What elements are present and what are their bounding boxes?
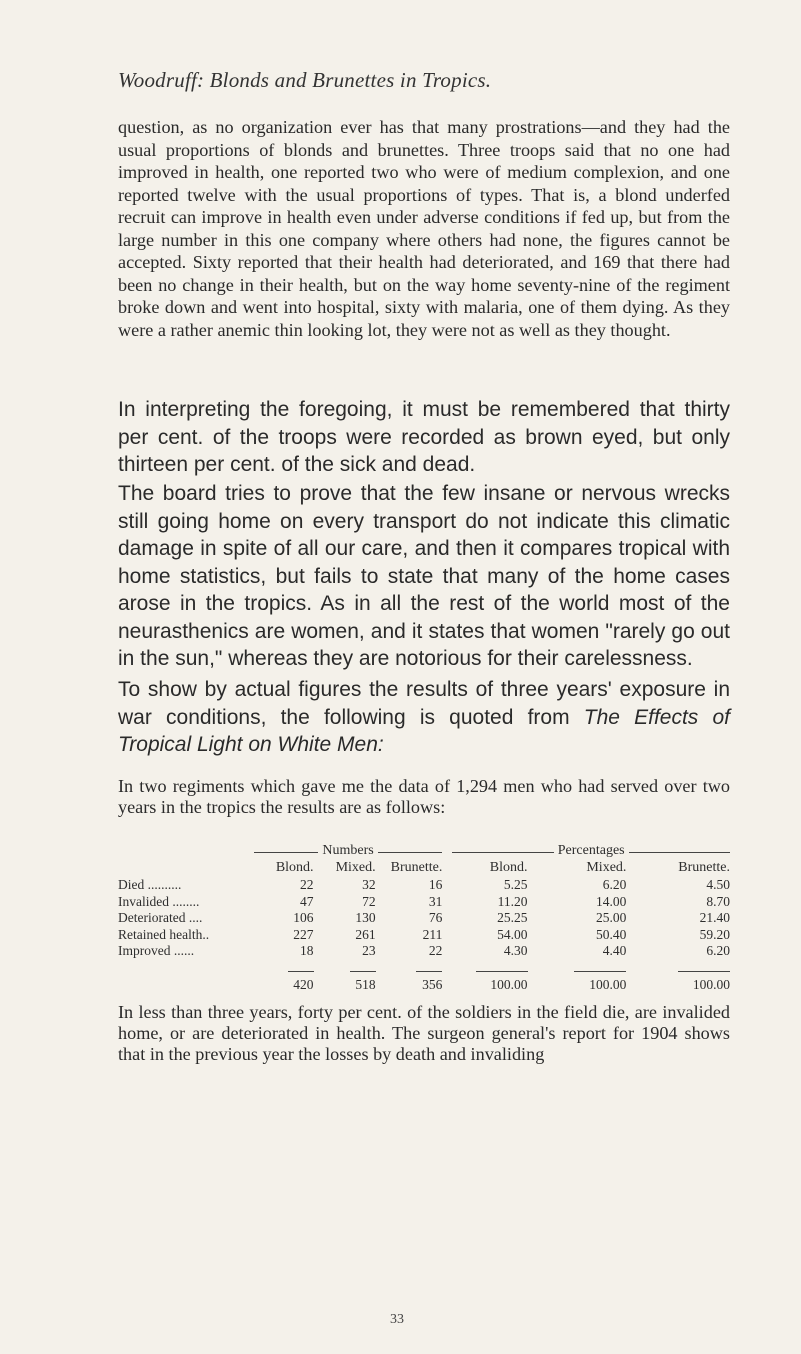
percentages-group-header: Percentages [442, 843, 730, 859]
table-row [118, 927, 730, 944]
row-label: Died .......... [118, 877, 182, 893]
running-head: Woodruff: Blonds and Brunettes in Tropics. [118, 68, 492, 92]
sum-rule [350, 971, 376, 972]
total-rule-row [118, 960, 730, 976]
table-cell: 227 [293, 926, 314, 942]
table-row [118, 894, 730, 911]
column-header: Mixed. [335, 860, 376, 875]
table-row [118, 910, 730, 927]
paragraph-3: The board tries to prove that the few insane or nervous wrecks still going home on every transport do not indicate this climatic damage in spite of all our care, and then it compares tropical with home statistics, but fails to state that many of the home cases arose in the tropics. As in all the rest of the world most of the neurasthenics are women, and it states that women "rarely go out in the sun," whereas they are notorious for their carelessness. [118, 482, 730, 670]
table-cell: 21.40 [699, 910, 730, 926]
table-cell: 31 [428, 893, 443, 909]
table-cell: 4.40 [602, 943, 627, 959]
total-cell: 100.00 [692, 976, 730, 992]
total-cell: 100.00 [589, 976, 627, 992]
table-cell: 25.25 [497, 910, 528, 926]
row-label: Retained health.. [118, 926, 210, 942]
column-header: Blond. [489, 860, 528, 875]
table-cell: 130 [355, 910, 376, 926]
column-header: Mixed. [586, 860, 627, 875]
paragraph-5: In two regiments which gave me the data of 1,294 men who had served over two years in the tropics the results are as follows: [118, 776, 730, 817]
table-cell: 106 [293, 910, 314, 926]
table-cell: 76 [428, 910, 443, 926]
table-cell: 6.20 [602, 877, 627, 893]
table-row [118, 877, 730, 894]
results-table [118, 843, 730, 994]
numbers-group-header: Numbers [254, 843, 443, 859]
table-cell: 50.40 [596, 926, 627, 942]
sum-rule [416, 971, 442, 972]
column-header: Brunette. [678, 860, 730, 875]
row-label: Improved ...... [118, 943, 195, 959]
table-cell: 8.70 [706, 893, 730, 909]
column-header: Brunette. [390, 860, 443, 875]
table-cell: 22 [300, 877, 314, 893]
table-cell: 14.00 [596, 893, 627, 909]
table-cell: 59.20 [699, 926, 730, 942]
page-number: 33 [390, 1312, 404, 1327]
paragraph-4-lead: To show by actual figures the results of three years' exposure in war conditions, the following is quoted from [118, 678, 730, 729]
sum-rule [476, 971, 528, 972]
table-cell: 16 [428, 877, 443, 893]
total-cell: 100.00 [490, 976, 528, 992]
table-cell: 6.20 [706, 943, 730, 959]
table-cell: 18 [300, 943, 314, 959]
table-cell: 23 [362, 943, 376, 959]
table-cell: 4.50 [706, 877, 730, 893]
paragraph-6: In less than three years, forty per cent. of the soldiers in the field die, are invalided home, or are deteriorated in health. The surgeon general's report for 1904 shows that in the previous year the losses by death and invaliding [118, 1002, 730, 1064]
quoted-source-title: The Effects of Tropical Light on White Men: [118, 705, 730, 756]
table-cell: 32 [362, 877, 376, 893]
table-cell: 5.25 [503, 877, 528, 893]
sum-rule [678, 971, 730, 972]
table-cell: 4.30 [503, 943, 528, 959]
table-cell: 54.00 [497, 926, 528, 942]
total-cell: 420 [293, 976, 314, 992]
totals-row [118, 976, 730, 994]
table-cell: 11.20 [497, 893, 528, 909]
sum-rule [288, 971, 314, 972]
table-cell: 22 [428, 943, 443, 959]
table-cell: 211 [422, 926, 443, 942]
table-cell: 72 [362, 893, 376, 909]
total-cell: 356 [422, 976, 443, 992]
row-label: Invalided ........ [118, 893, 200, 909]
row-label: Deteriorated .... [118, 910, 203, 926]
paragraph-2: In interpreting the foregoing, it must be remembered that thirty per cent. of the troops were recorded as brown eyed, but only thirteen per cent. of the sick and dead. [118, 398, 730, 476]
column-header: Blond. [275, 860, 314, 875]
paragraph-4 [118, 676, 730, 759]
total-cell: 518 [355, 976, 376, 992]
table-cell: 261 [355, 926, 376, 942]
table-cell: 47 [300, 893, 314, 909]
sum-rule [574, 971, 626, 972]
table-row [118, 943, 730, 960]
table-cell: 25.00 [596, 910, 627, 926]
paragraph-1: question, as no organization ever has that many prostrations—and they had the usual proportions of blonds and brunettes. Three troops said that no one had improved in health, one reported two who were of medium complexion, and one reported twelve with the usual proportions of types. That is, a blond underfed recruit can improve in health even under adverse conditions if fed up, but from the large number in this one company where others had none, the figures cannot be accepted. Sixty reported that their health had deteriorated, and 169 that there had been no change in their health, but on the way home seventy-nine of the regiment broke down and went into hospital, sixty with malaria, one of them dying. As they were a rather anemic thin looking lot, they were not as well as they thought. [118, 117, 730, 340]
